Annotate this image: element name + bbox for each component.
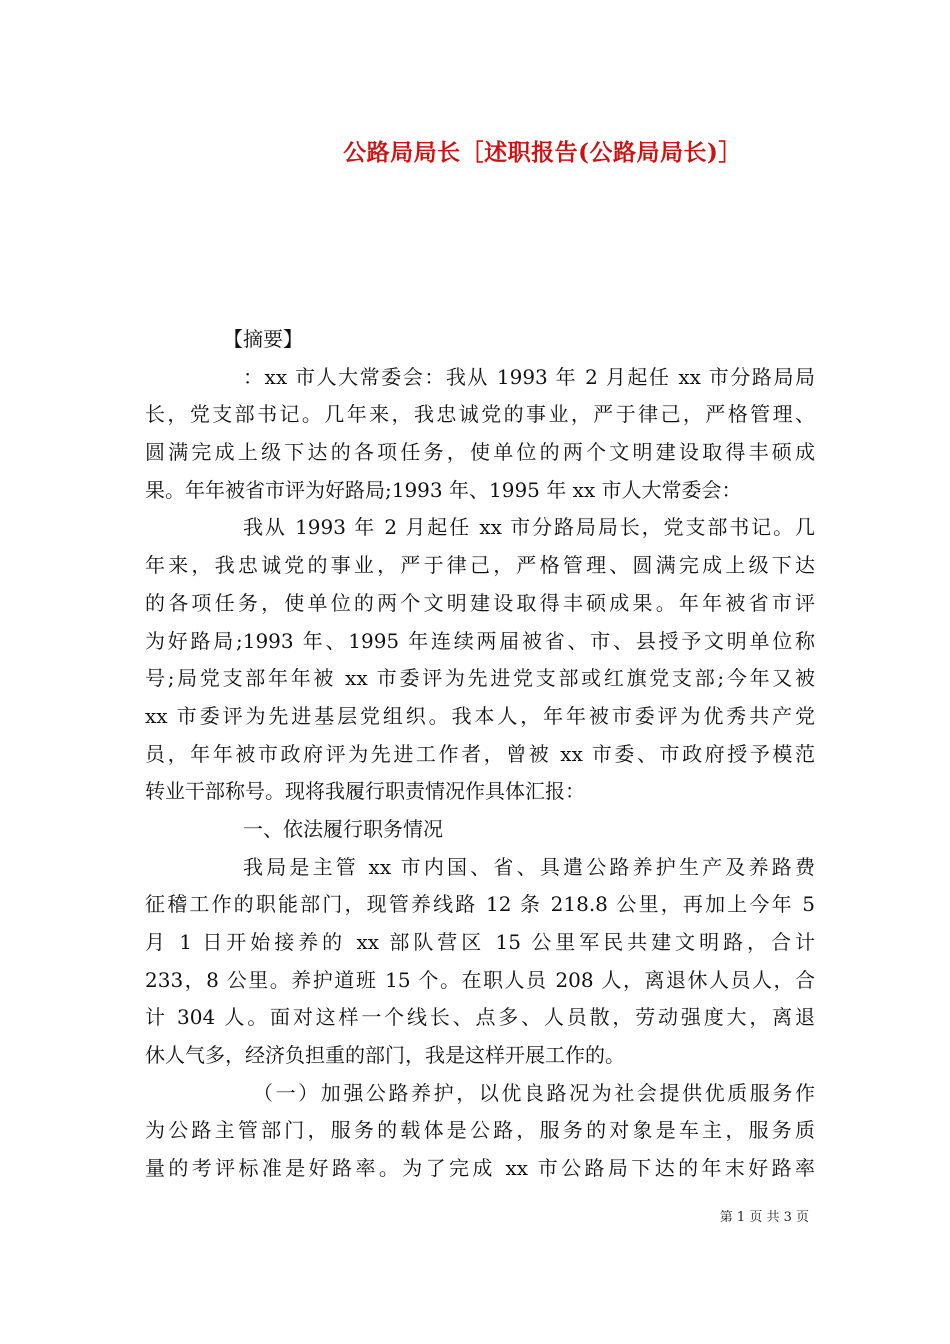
- text-line: 转业干部称号。现将我履行职责情况作具体汇报：: [145, 779, 585, 804]
- text-line: 休人气多，经济负担重的部门，我是这样开展工作的。: [145, 1043, 625, 1068]
- text-line: 员，年年被市政府评为先进工作者，曾被 xx 市委、市政府授予模范: [145, 741, 815, 766]
- page-number: 第 1 页 共 3 页: [719, 1210, 809, 1225]
- text-line: ：xx 市人大常委会：我从 1993 年 2 月起任 xx 市分路局局: [243, 364, 815, 389]
- document-body: [145, 321, 815, 1188]
- text-line: xx 市委评为先进基层党组织。我本人，年年被市委评为优秀共产党: [145, 703, 815, 728]
- text-line: 为好路局;1993 年、1995 年连续两届被省、市、县授予文明单位称: [145, 628, 815, 653]
- text-line: 我局是主管 xx 市内国、省、具遣公路养护生产及养路费: [243, 854, 815, 879]
- text-line: 量的考评标准是好路率。为了完成 xx 市公路局下达的年末好路率: [145, 1156, 815, 1181]
- document-title: 公路局局长［述职报告(公路局局长)］: [343, 139, 742, 166]
- text-line: 长，党支部书记。几年来，我忠诚党的事业，严于律己，严格管理、: [145, 402, 815, 427]
- text-line: 征稽工作的职能部门，现管养线路 12 条 218.8 公里，再加上今年 5: [145, 892, 815, 917]
- text-line: 【摘要】: [223, 327, 303, 351]
- text-line: 圆满完成上级下达的各项任务，使单位的两个文明建设取得丰硕成: [145, 440, 815, 465]
- text-line: 号;局党支部年年被 xx 市委评为先进党支部或红旗党支部;今年又被: [145, 666, 815, 691]
- section-heading: 一、依法履行职务情况: [243, 816, 443, 841]
- text-line: 果。年年被省市评为好路局;1993 年、1995 年 xx 市人大常委会：: [145, 477, 742, 502]
- text-line: 233，8 公里。养护道班 15 个。在职人员 208 人，离退休人员人，合: [145, 967, 815, 992]
- text-line: 计 304 人。面对这样一个线长、点多、人员散，劳动强度大，离退: [145, 1005, 815, 1030]
- text-line: 的各项任务，使单位的两个文明建设取得丰硕成果。年年被省市评: [145, 590, 815, 615]
- text-line: 年来，我忠诚党的事业，严于律己，严格管理、圆满完成上级下达: [145, 553, 815, 578]
- text-line: （一）加强公路养护，以优良路况为社会提供优质服务作: [253, 1080, 815, 1105]
- text-line: 为公路主管部门，服务的载体是公路，服务的对象是车主，服务质: [145, 1118, 815, 1143]
- text-line: 月 1 日开始接养的 xx 部队营区 15 公里军民共建文明路，合计: [145, 930, 815, 954]
- text-line: 我从 1993 年 2 月起任 xx 市分路局局长，党支部书记。几: [243, 515, 815, 540]
